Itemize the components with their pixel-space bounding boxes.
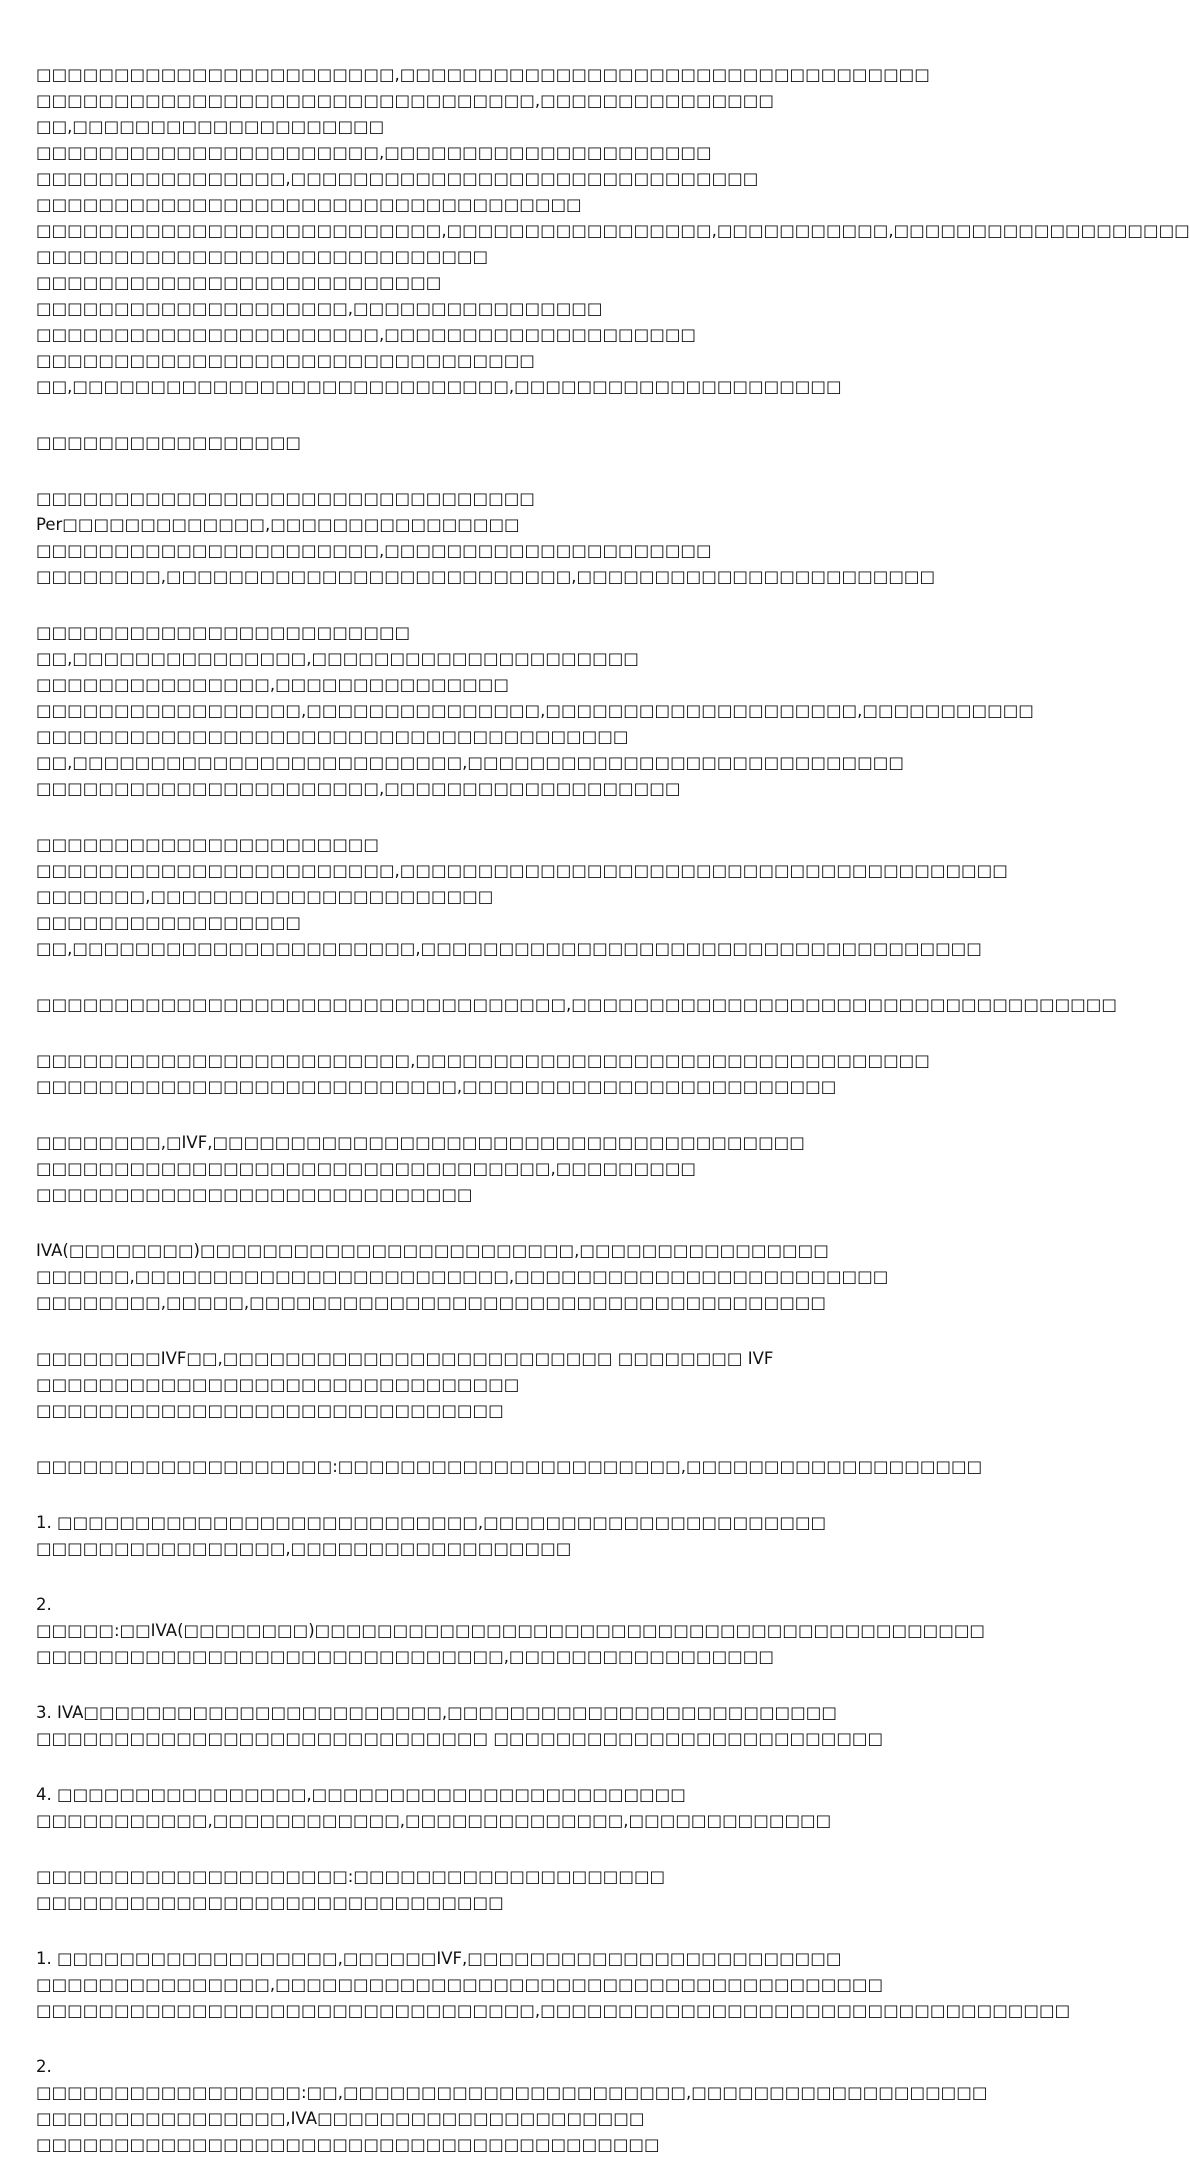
- section-heading: □□□□□□□□□□□□□□□□□: [36, 433, 302, 452]
- list-item: 1. □□□□□□□□□□□□□□□□□□□□□□□□□□□,□□□□□□□□□□□□□□□□□□□□□□ □□□□□□□□□□□□□□□□,□□□□□□□□□□□□□□□□□□: [36, 1513, 827, 1558]
- list-item: 2. □□□□□□□□□□□□□□□□□:□□,□□□□□□□□□□□□□□□□□□□□□□,□□□□□□□□□□□□□□□□□□□ □□□□□□□□□□□□□□□□,IVA□□□□□□□□□□□□□□□□□□□□□ □□□□□□□□□□□□□□□□□□□□□□□□□□□□□□□□□□□□□□□□: [36, 2057, 988, 2154]
- paragraph-intro-continued: □□□□□□□□□□□□□□□□□□□□□□□□□□,□□□□□□□□□□□□□□□□□,□□□□□□□□□□□,□□□□□□□□□□□□□□□□□□□ □□□□□□□□□□□□□□□□□□□□□□□□□□□□□ □□□□□□□□□□□□□□□□□□□□□□□□□□ □□□□□□□□□□□□□□□□□□□□,□□□□□□□□□□□□□□□□ □□□□□□□□□□□□□□□□□□□□□□,□□□□□□□□□□□□□□□□□□□□ □□□□□□□□□□□□□□□□□□□□□□□□□□□□□□□□ □□,□□□□□□□□□□□□□□□□□□□□□□□□□□□□,□□□□□□□□□□□□□□□□□□□□□: [36, 221, 1190, 396]
- list-item: 4. □□□□□□□□□□□□□□□□,□□□□□□□□□□□□□□□□□□□□□□□□ □□□□□□□□□□□,□□□□□□□□□□□□,□□□□□□□□□□□□□□,□□□□□□□□□□□□□: [36, 1785, 832, 1830]
- paragraph: □□□□□□□□□□□□□□□□□□□□□□□□□□□□□□□□ Per□□□□□□□□□□□□□,□□□□□□□□□□□□□□□□ □□□□□□□□□□□□□□□□□□□□□□,□□□□□□□□□□□□□□□□□□□□□ □□□□□□□□,□□□□□□□□□□□□□□□□□□□□□□□□□□,□□□□□□□□□□□□□□□□□□□□□□□: [36, 489, 936, 586]
- paragraph: □□□□□□□□□□□□□□□□□□□□□□ □□□□□□□□□□□□□□□□□□□□□□□,□□□□□□□□□□□□□□□□□□□□□□□□□□□□□□□□□□□□□□□ □□□□□□□,□□□□□□□□□□□□□□□□□□□□□□ □□□□□□□□□□□□□□□□□ □□,□□□□□□□□□□□□□□□□□□□□□□,□□□□□□□□□□□□□□□□□□□□□□□□□□□□□□□□□□□□: [36, 835, 1008, 958]
- paragraph: □□□□□□□□□□□□□□□□□□□□□□□□□□□□□□□□□□,□□□□□□□□□□□□□□□□□□□□□□□□□□□□□□□□□□□: [36, 995, 1117, 1014]
- paragraph: IVA(□□□□□□□□)□□□□□□□□□□□□□□□□□□□□□□□□,□□□□□□□□□□□□□□□□ □□□□□□,□□□□□□□□□□□□□□□□□□□□□□□□,□□□□□□□□□□□□□□□□□□□□□□□□ □□□□□□□□,□□□□□,□□□□□□□□□□□□□□□□□□□□□□□□□□□□□□□□□□□□□: [36, 1241, 889, 1312]
- paragraph: □□□□□□□□IVF□□,□□□□□□□□□□□□□□□□□□□□□□□□□ □□□□□□□□ IVF □□□□□□□□□□□□□□□□□□□□□□□□□□□□□□□ □□□□□□□□□□□□□□□□□□□□□□□□□□□□□□: [36, 1349, 774, 1420]
- list-item: 2. □□□□□:□□IVA(□□□□□□□□)□□□□□□□□□□□□□□□□□□□□□□□□□□□□□□□□□□□□□□□□□□□ □□□□□□□□□□□□□□□□□□□□□□□□□□□□□□,□□□□□□□□□□□□□□□□□: [36, 1595, 986, 1666]
- list-item: 3. IVA□□□□□□□□□□□□□□□□□□□□□□□,□□□□□□□□□□□□□□□□□□□□□□□□□ □□□□□□□□□□□□□□□□□□□□□□□□□□□□□ □□□□□□□□□□□□□□□□□□□□□□□□□: [36, 1703, 884, 1748]
- paragraph-intro: □□□□□□□□□□□□□□□□□□□□□□□,□□□□□□□□□□□□□□□□□□□□□□□□□□□□□□□□□□ □□□□□□□□□□□□□□□□□□□□□□□□□□□□□□□□,□□□□□□□□□□□□□□□ □□,□□□□□□□□□□□□□□□□□□□□ □□□□□□□□□□□□□□□□□□□□□□,□□□□□□□□□□□□□□□□□□□□□ □□□□□□□□□□□□□□□□,□□□□□□□□□□□□□□□□□□□□□□□□□□□□□□ □□□□□□□□□□□□□□□□□□□□□□□□□□□□□□□□□□□: [36, 65, 930, 214]
- paragraph: □□□□□□□□□□□□□□□□□□□□:□□□□□□□□□□□□□□□□□□□□ □□□□□□□□□□□□□□□□□□□□□□□□□□□□□□: [36, 1867, 666, 1912]
- paragraph: □□□□□□□□,□IVF,□□□□□□□□□□□□□□□□□□□□□□□□□□□□□□□□□□□□□□ □□□□□□□□□□□□□□□□□□□□□□□□□□□□□□□□□,□□□□□□□□□ □□□□□□□□□□□□□□□□□□□□□□□□□□□□: [36, 1133, 805, 1204]
- paragraph: □□□□□□□□□□□□□□□□□□□□□□□□,□□□□□□□□□□□□□□□□□□□□□□□□□□□□□□□□□ □□□□□□□□□□□□□□□□□□□□□□□□□□□,□□□□□□□□□□□□□□□□□□□□□□□□: [36, 1051, 930, 1096]
- list-item: 1. □□□□□□□□□□□□□□□□□□,□□□□□□IVF,□□□□□□□□□□□□□□□□□□□□□□□□ □□□□□□□□□□□□□□□,□□□□□□□□□□□□□□□□□□□□□□□□□□□□□□□□□□□□□□□ □□□□□□□□□□□□□□□□□□□□□□□□□□□□□□□□,□□□□□□□□□□□□□□□□□□□□□□□□□□□□□□□□□□: [36, 1949, 1071, 2020]
- paragraph: □□□□□□□□□□□□□□□□□□□:□□□□□□□□□□□□□□□□□□□□□□,□□□□□□□□□□□□□□□□□□□: [36, 1457, 983, 1476]
- paragraph: □□□□□□□□□□□□□□□□□□□□□□□□ □□,□□□□□□□□□□□□□□□,□□□□□□□□□□□□□□□□□□□□□ □□□□□□□□□□□□□□□,□□□□□□□□□□□□□□□ □□□□□□□□□□□□□□□□□,□□□□□□□□□□□□□□□,□□□□□□□□□□□□□□□□□□□□,□□□□□□□□□□□ □□□□□□□□□□□□□□□□□□□□□□□□□□□□□□□□□□□□□□ □□,□□□□□□□□□□□□□□□□□□□□□□□□□,□□□□□□□□□□□□□□□□□□□□□□□□□□□□ □□□□□□□□□□□□□□□□□□□□□□,□□□□□□□□□□□□□□□□□□□: [36, 623, 1034, 798]
